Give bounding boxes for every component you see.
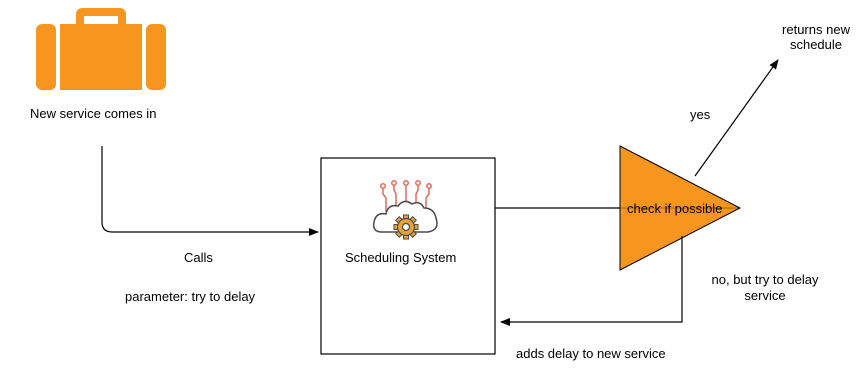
new-service-label: New service comes in [30,106,157,121]
returns-line-2: schedule [789,37,843,52]
no-delay-label [697,272,833,304]
adds-delay-label: adds delay to new service [516,346,666,361]
yes-label: yes [690,107,711,122]
no-line-1: no, but try to delay [711,272,819,287]
returns-new-schedule-label [772,22,860,52]
suitcase-icon [36,8,166,90]
calls-connector [102,146,318,232]
no-line-2: service [744,288,786,303]
scheduling-system-label: Scheduling System [345,250,457,265]
returns-line-1: returns new [782,22,850,37]
calls-label: Calls [184,250,213,265]
parameter-label: parameter: try to delay [125,289,256,304]
check-if-possible-label: check if possible [627,201,723,216]
